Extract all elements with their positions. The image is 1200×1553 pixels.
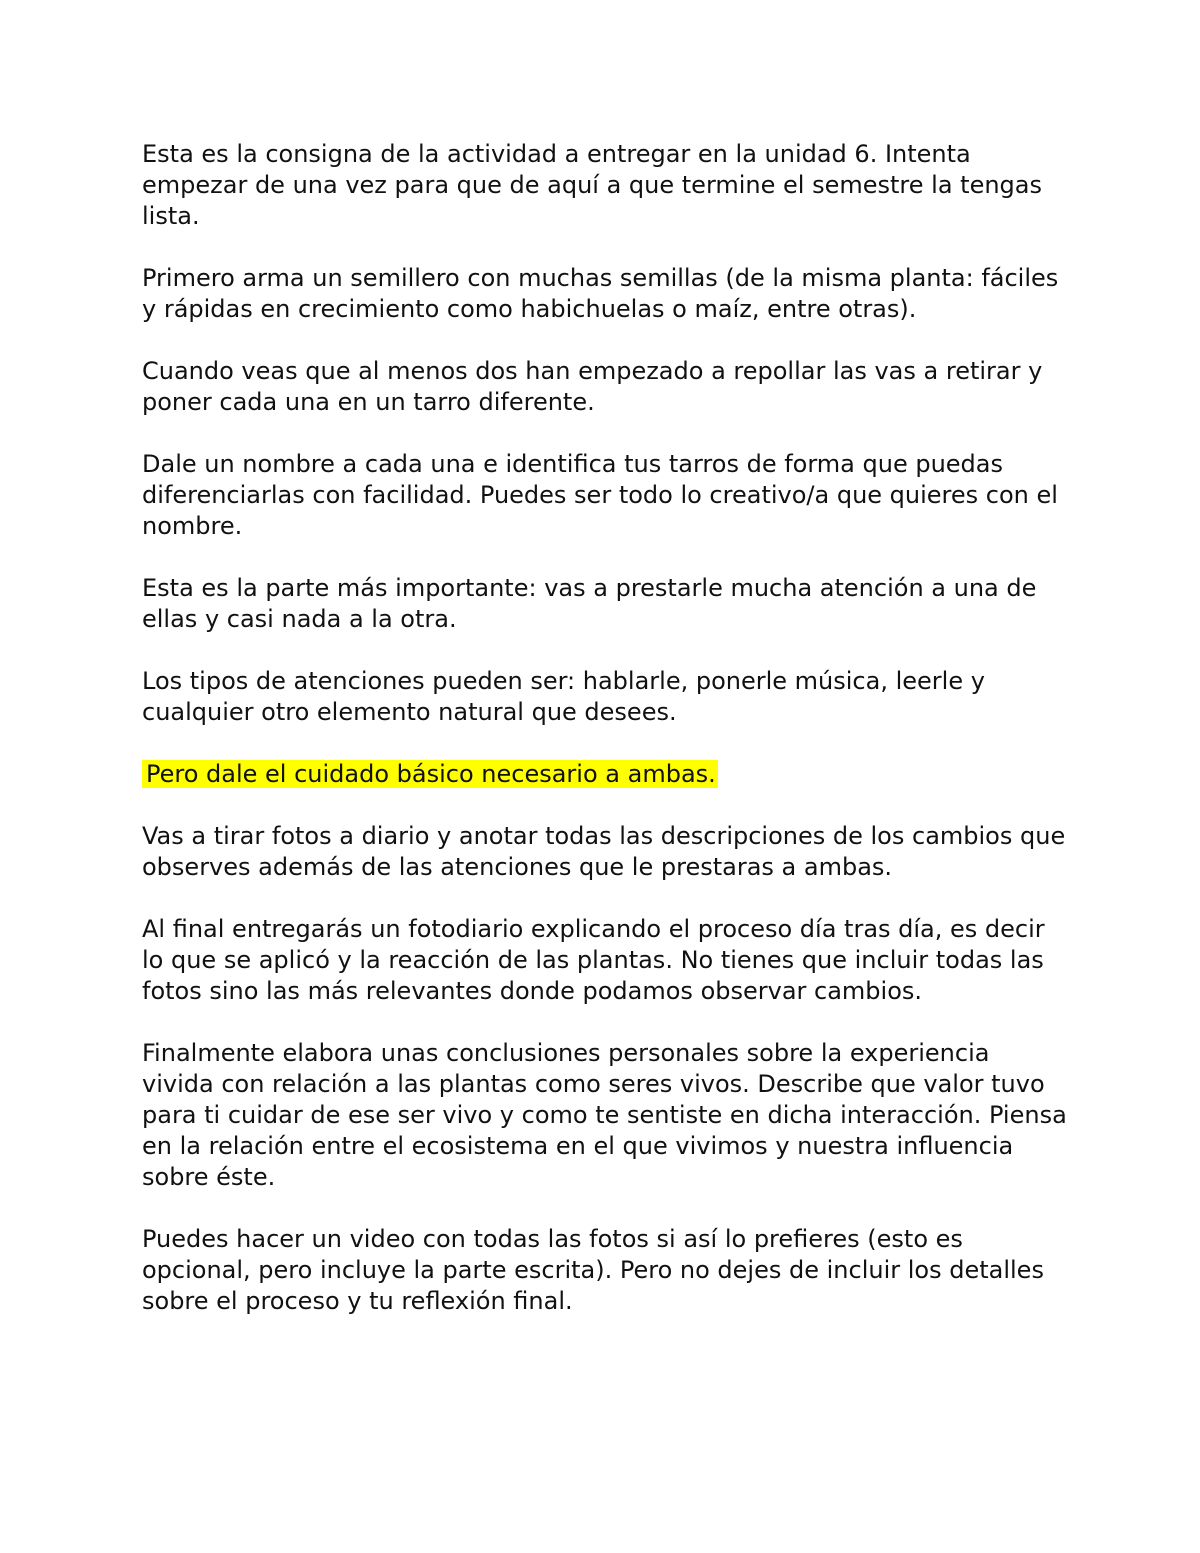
document-body: [142, 139, 1067, 1348]
paragraph-attention-types: Los tipos de atenciones pueden ser: hablarle, ponerle música, leerle y cualquier otro elemento natural que desees.: [142, 667, 985, 726]
paragraph-important: Esta es la parte más importante: vas a prestarle mucha atención a una de ellas y casi nada a la otra.: [142, 574, 1037, 633]
paragraph-transplant: Cuando veas que al menos dos han empezado a repollar las vas a retirar y poner cada una en un tarro diferente.: [142, 357, 1043, 416]
paragraph-photo-diary: Al final entregarás un fotodiario explicando el proceso día tras día, es decir lo que se aplicó y la reacción de las plantas. No tienes que incluir todas las fotos sino las más relevantes donde podamos observar cambios.: [142, 915, 1045, 1005]
paragraph-photos: Vas a tirar fotos a diario y anotar todas las descripciones de los cambios que observes además de las atenciones que le prestaras a ambas.: [142, 822, 1066, 881]
paragraph-conclusions: Finalmente elabora unas conclusiones personales sobre la experiencia vivida con relación a las plantas como seres vivos. Describe que valor tuvo para ti cuidar de ese ser vivo y como te sentiste en dicha interacción. Piensa en la relación entre el ecosistema en el que vivimos y nuestra influencia sobre éste.: [142, 1039, 1067, 1191]
highlighted-paragraph: [142, 759, 1067, 790]
paragraph-seedbed: Primero arma un semillero con muchas semillas (de la misma planta: fáciles y rápidas en crecimiento como habichuelas o maíz, entre otras).: [142, 264, 1059, 323]
paragraph-intro: Esta es la consigna de la actividad a entregar en la unidad 6. Intenta empezar de una vez para que de aquí a que termine el semestre la tengas lista.: [142, 140, 1042, 230]
highlighted-text: Pero dale el cuidado básico necesario a ambas.: [142, 760, 718, 788]
paragraph-video: Puedes hacer un video con todas las fotos si así lo prefieres (esto es opcional, pero incluye la parte escrita). Pero no dejes de incluir los detalles sobre el proceso y tu reflexión final.: [142, 1225, 1044, 1315]
paragraph-naming: Dale un nombre a cada una e identifica tus tarros de forma que puedas diferenciarlas con facilidad. Puedes ser todo lo creativo/a que quieres con el nombre.: [142, 450, 1058, 540]
